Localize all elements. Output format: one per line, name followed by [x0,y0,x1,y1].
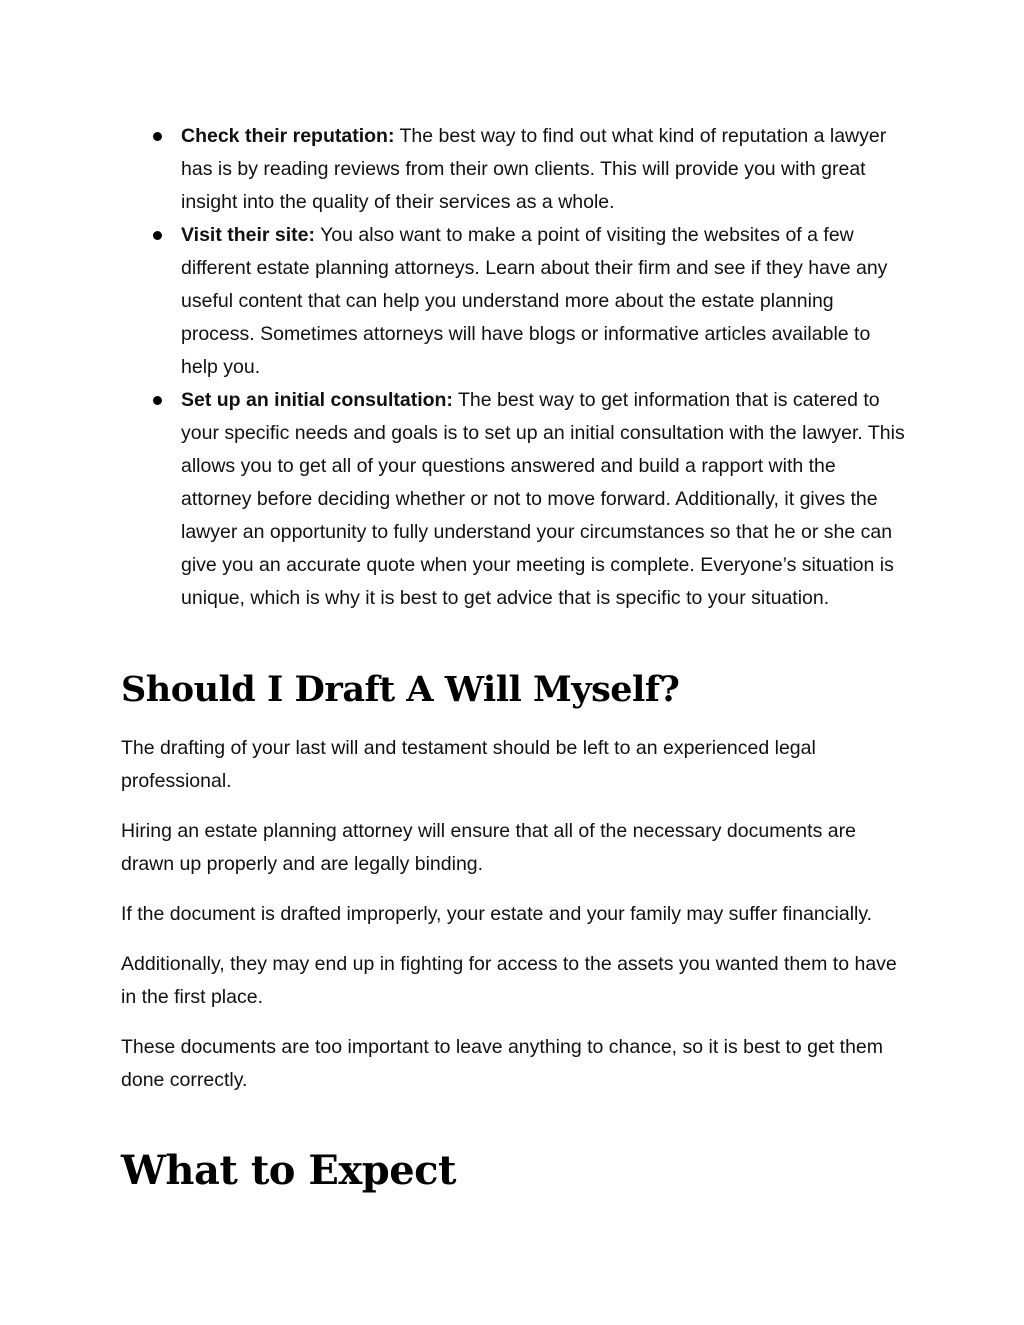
bullet-icon [153,231,162,240]
paragraph: These documents are too important to leave anything to chance, so it is best to get them done correctly. [121,1036,884,1091]
bullet-lead-text: Visit their site: [181,224,316,246]
list-item [121,219,911,384]
list-item [121,384,911,615]
bullet-lead-text: Check their reputation: [181,125,395,147]
paragraph: The drafting of your last will and testament should be left to an experienced legal professional. [121,737,816,792]
list-item [121,120,911,219]
section-heading: What to Expect [121,1147,456,1194]
bullet-list [121,120,911,615]
paragraph: Additionally, they may end up in fighting for access to the assets you wanted them to have in the first place. [121,953,897,1008]
paragraph: If the document is drafted improperly, your estate and your family may suffer financially. [121,903,873,925]
section-heading: Should I Draft A Will Myself? [121,669,680,710]
bullet-icon [153,396,162,405]
bullet-icon [153,132,162,141]
bullet-body-text: The best way to get information that is catered to your specific needs and goals is to set up an initial consultation with the lawyer. This allows you to get all of your questions answered and build a rapport with the attorney before deciding whether or not to move forward. Additionally, it gives the lawyer an opportunity to fully understand your circumstances so that he or she can give you an accurate quote when your meeting is complete. Everyone’s situation is unique, which is why it is best to get advice that is specific to your situation. [181,389,905,609]
paragraph: Hiring an estate planning attorney will ensure that all of the necessary documents are drawn up properly and are legally binding. [121,820,856,875]
bullet-body-text: You also want to make a point of visiting the websites of a few different estate planning attorneys. Learn about their firm and see if they have any useful content that can help you understand more about the estate planning process. Sometimes attorneys will have blogs or informative articles available to help you. [181,224,888,378]
section-body [121,732,911,1114]
bullet-lead-text: Set up an initial consultation: [181,389,453,411]
bullet-body-text: The best way to find out what kind of reputation a lawyer has is by reading reviews from their own clients. This will provide you with great insight into the quality of their services as a whole. [181,125,887,213]
